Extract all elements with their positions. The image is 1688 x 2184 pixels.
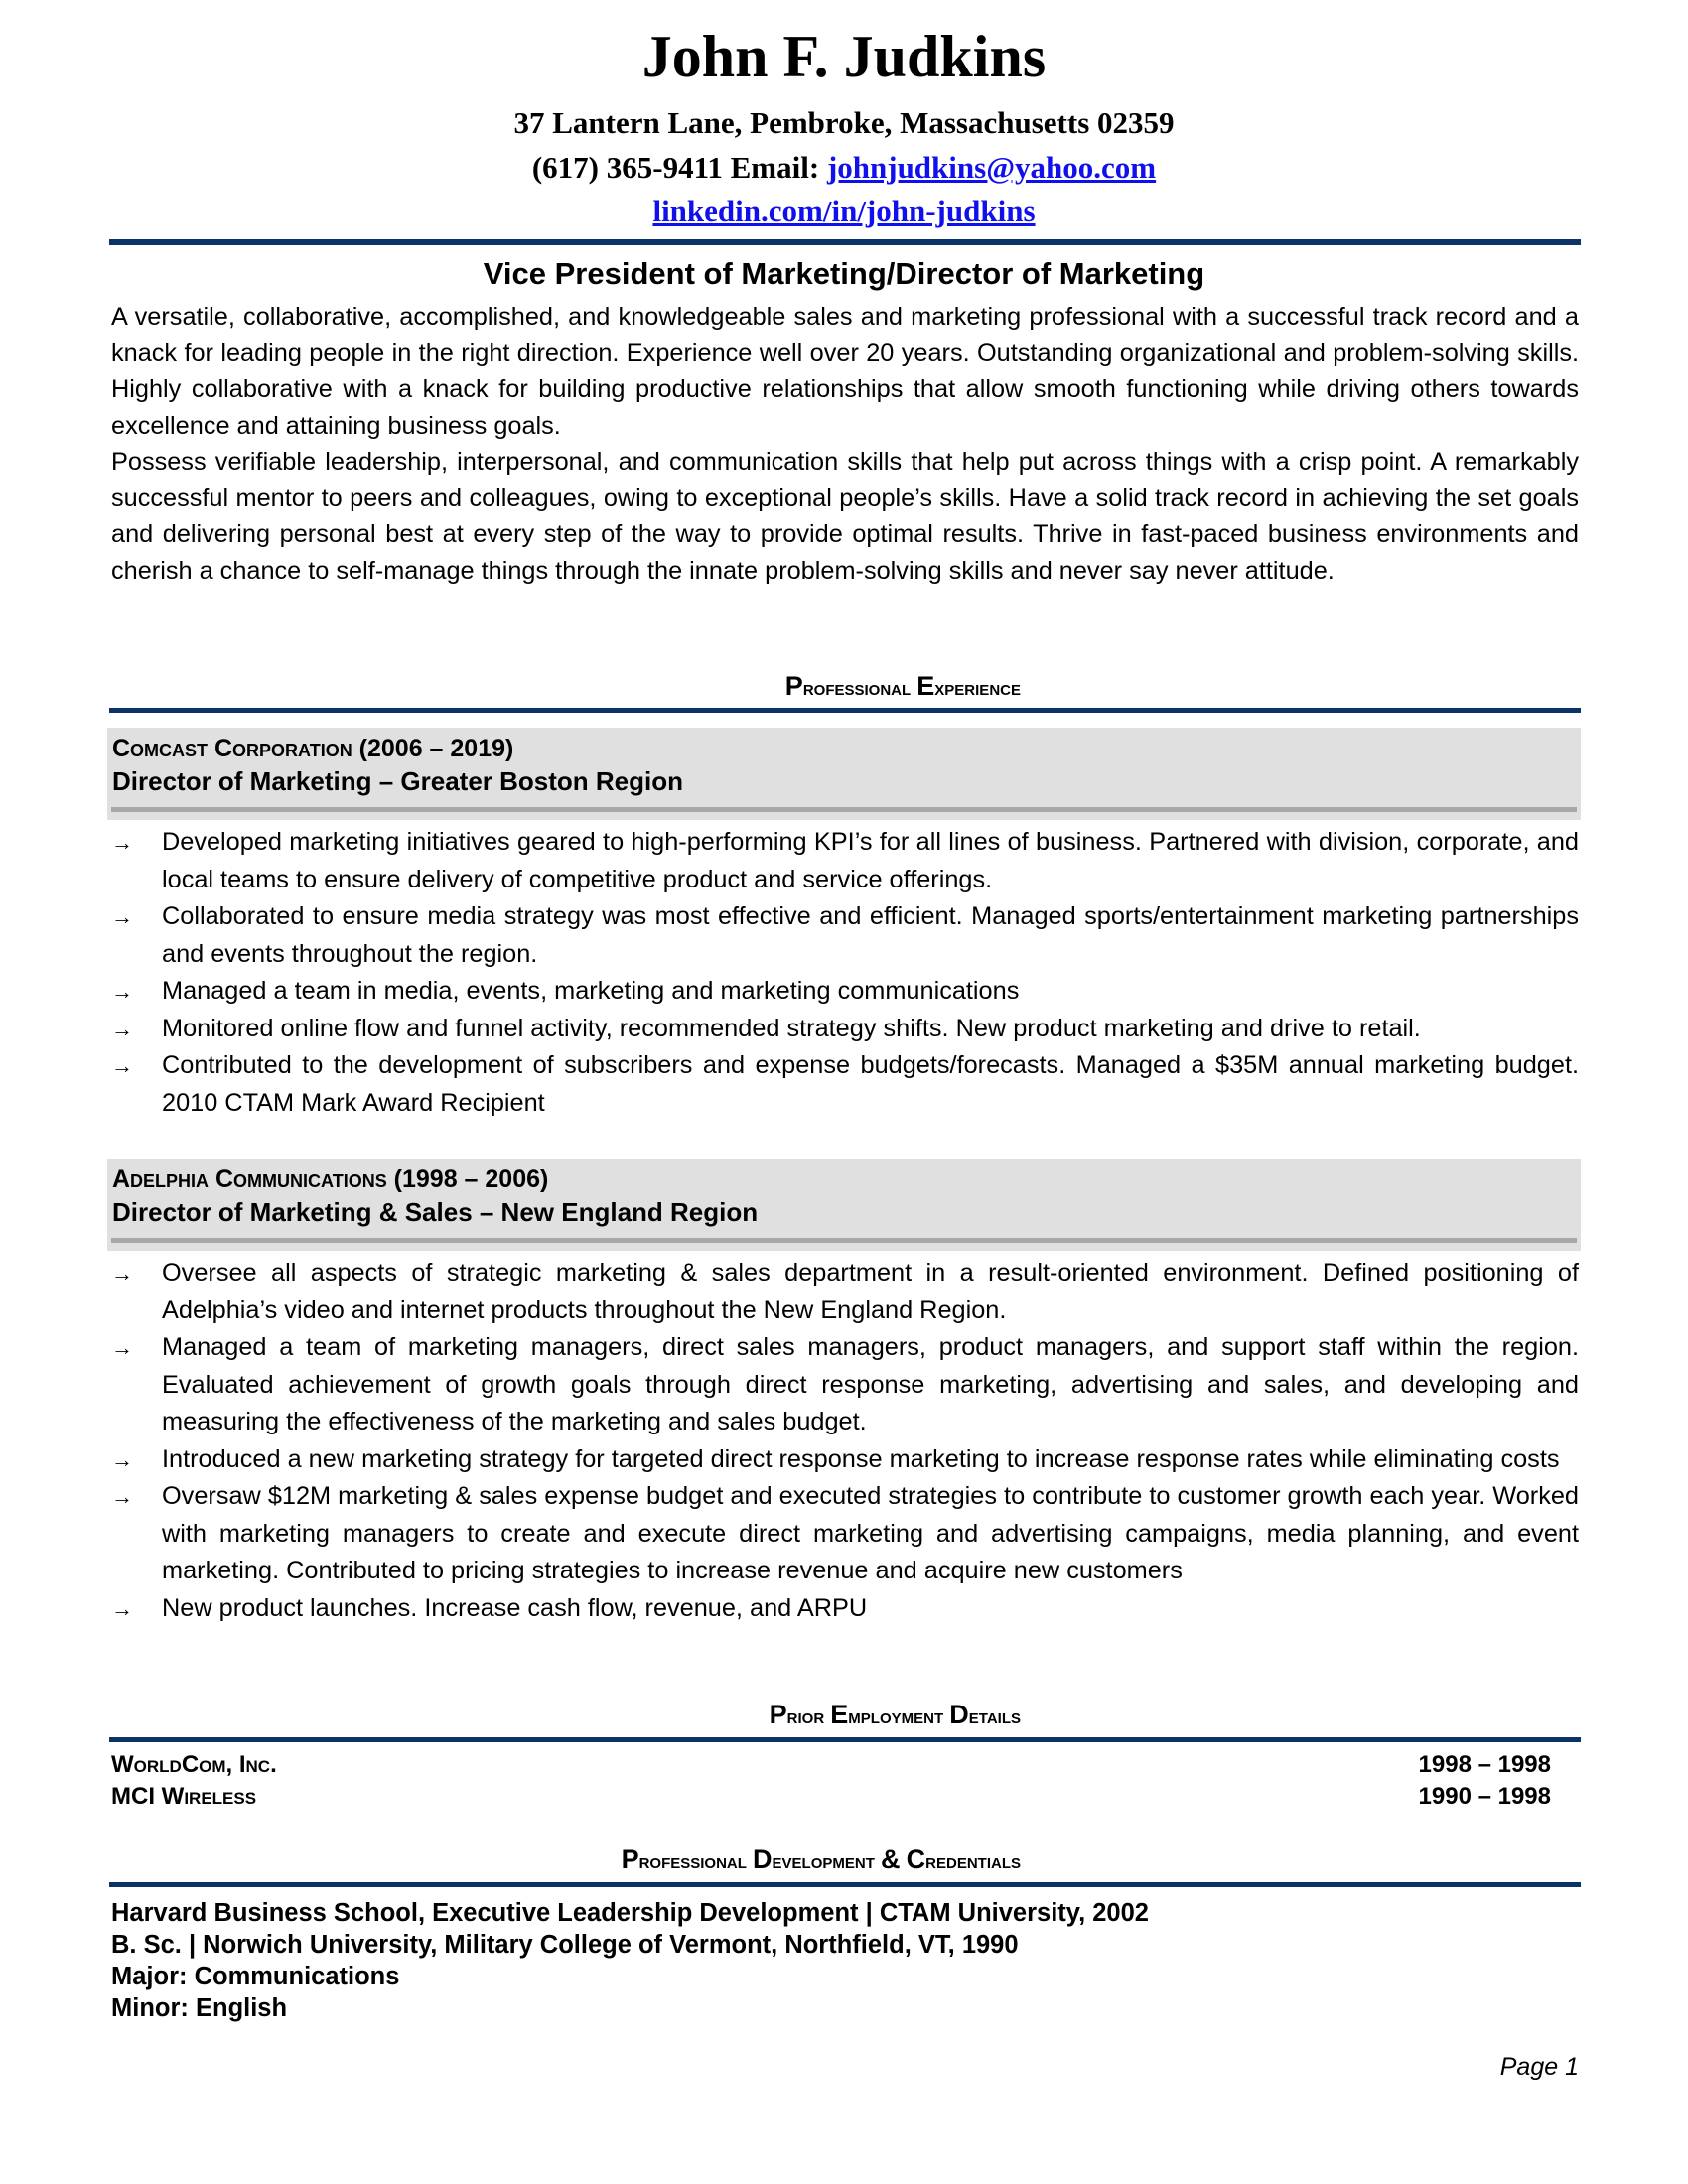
linkedin-link[interactable]: linkedin.com/in/john-judkins [652, 194, 1036, 228]
education-line: Harvard Business School, Executive Leadership Development | CTAM University, 2002 [111, 1899, 1149, 1927]
section-heading-development: Professional Development & Credentials [621, 1844, 1021, 1874]
section-heading-experience: Professional Experience [784, 671, 1021, 701]
section-divider [109, 1882, 1581, 1887]
job-bullets-adelphia [111, 1255, 1579, 1627]
bullet-text: Introduced a new marketing strategy for targeted direct response marketing to increase response rates while eliminating costs [162, 1444, 1560, 1473]
bullet-text: Managed a team of marketing managers, direct sales managers, product managers, and support staff within the region. Evaluated achievement of growth goals through direct response marketing, advertising and sales, and developing and measuring the effectiveness of the marketing and sales budget. [162, 1333, 1579, 1435]
list-item [111, 1329, 1579, 1441]
phone-number: (617) 365-9411 [531, 150, 723, 185]
arrow-right-icon: → [111, 1484, 133, 1509]
job-dates: (1998 – 2006) [393, 1165, 549, 1193]
arrow-right-icon: → [111, 904, 133, 929]
section-divider [109, 1737, 1581, 1742]
section-heading-prior: Prior Employment Details [769, 1700, 1021, 1729]
linkedin-line [107, 192, 1581, 231]
summary-paragraph: Possess verifiable leadership, interpersonal, and communication skills that help put across things with a crisp point. A remarkably successful mentor to peers and colleagues, owing to exceptional people’s skills. Have a solid track record in achieving the set goals and delivering personal best at every step of the way to provide optimal results. Thrive in fast-paced business environments and cherish a chance to self-manage things through the innate problem-solving skills and never say never attitude. [111, 448, 1579, 585]
arrow-right-icon: → [111, 1446, 133, 1472]
prior-dates: 1990 – 1998 [1418, 1783, 1551, 1810]
list-item [111, 1047, 1579, 1122]
candidate-name: John F. Judkins [641, 24, 1047, 89]
prior-company: WorldCom, Inc. [111, 1751, 277, 1778]
headline: Vice President of Marketing/Director of Marketing [483, 256, 1205, 291]
arrow-right-icon: → [111, 1595, 133, 1621]
bullet-text: Oversee all aspects of strategic marketing & sales department in a result-oriented environment. Defined positioning of Adelphia’s video and internet products throughout the New England Region. [162, 1259, 1579, 1324]
job-title: Director of Marketing – Greater Boston Region [112, 766, 683, 796]
contact-line [107, 148, 1581, 188]
email-label: Email: [730, 150, 820, 185]
job-header-comcast [107, 728, 1581, 820]
arrow-right-icon: → [111, 1053, 133, 1078]
arrow-right-icon: → [111, 830, 133, 855]
prior-company: MCI Wireless [111, 1783, 257, 1810]
email-link[interactable]: johnjudkins@yahoo.com [826, 150, 1157, 185]
list-item [111, 1255, 1579, 1329]
arrow-right-icon: → [111, 1016, 133, 1041]
job-title: Director of Marketing & Sales – New England Region [112, 1197, 759, 1227]
list-item [111, 1011, 1579, 1048]
education-line: Major: Communications [111, 1963, 400, 1990]
job-bullets-comcast [111, 824, 1579, 1122]
bullet-text: Collaborated to ensure media strategy was most effective and efficient. Managed sports/entertainment marketing partnerships and events throughout the region. [162, 902, 1579, 968]
list-item [111, 1441, 1579, 1479]
company-line [112, 733, 513, 764]
list-item [111, 898, 1579, 973]
job-header-divider [111, 807, 1577, 812]
job-header-adelphia [107, 1159, 1581, 1251]
education-line: Minor: English [111, 1994, 288, 2022]
company-name: Adelphia Communications [112, 1165, 387, 1193]
section-divider [109, 708, 1581, 713]
summary-paragraph: A versatile, collaborative, accomplished, and knowledgeable sales and marketing professional with a successful track record and a knack for leading people in the right direction. Experience well over 20 years. Outstanding organizational and problem-solving skills. Highly collaborative with a knack for building productive relationships that allow smooth functioning while driving others towards excellence and attaining business goals. [111, 303, 1579, 440]
bullet-text: Contributed to the development of subscribers and expense budgets/forecasts. Managed a $35M annual marketing budget. 2010 CTAM Mark Award Recipient [162, 1051, 1579, 1117]
prior-dates: 1998 – 1998 [1418, 1751, 1551, 1778]
company-name: Comcast Corporation [112, 735, 352, 762]
bullet-text: Managed a team in media, events, marketing and marketing communications [162, 977, 1020, 1005]
list-item [111, 973, 1579, 1011]
bullet-text: Oversaw $12M marketing & sales expense budget and executed strategies to contribute to customer growth each year. Worked with marketing managers to create and execute direct marketing and advertising campaigns, media planning, and event marketing. Contributed to pricing strategies to increase revenue and acquire new customers [162, 1482, 1579, 1584]
job-dates: (2006 – 2019) [358, 735, 514, 762]
bullet-text: Monitored online flow and funnel activity, recommended strategy shifts. New product marketing and drive to retail. [162, 1014, 1421, 1042]
header-divider [109, 239, 1581, 245]
arrow-right-icon: → [111, 1261, 133, 1286]
education-line: B. Sc. | Norwich University, Military College of Vermont, Northfield, VT, 1990 [111, 1931, 1019, 1959]
bullet-text: Developed marketing initiatives geared to high-performing KPI’s for all lines of business. Partnered with division, corporate, and local teams to ensure delivery of competitive product and service offerings. [162, 828, 1579, 893]
arrow-right-icon: → [111, 1335, 133, 1360]
address: 37 Lantern Lane, Pembroke, Massachusetts 02359 [513, 105, 1175, 140]
list-item [111, 824, 1579, 898]
page-number: Page 1 [1499, 2053, 1579, 2081]
arrow-right-icon: → [111, 979, 133, 1004]
list-item [111, 1478, 1579, 1590]
list-item [111, 1590, 1579, 1628]
company-line [112, 1163, 548, 1195]
bullet-text: New product launches. Increase cash flow, revenue, and ARPU [162, 1593, 868, 1622]
job-header-divider [111, 1238, 1577, 1243]
